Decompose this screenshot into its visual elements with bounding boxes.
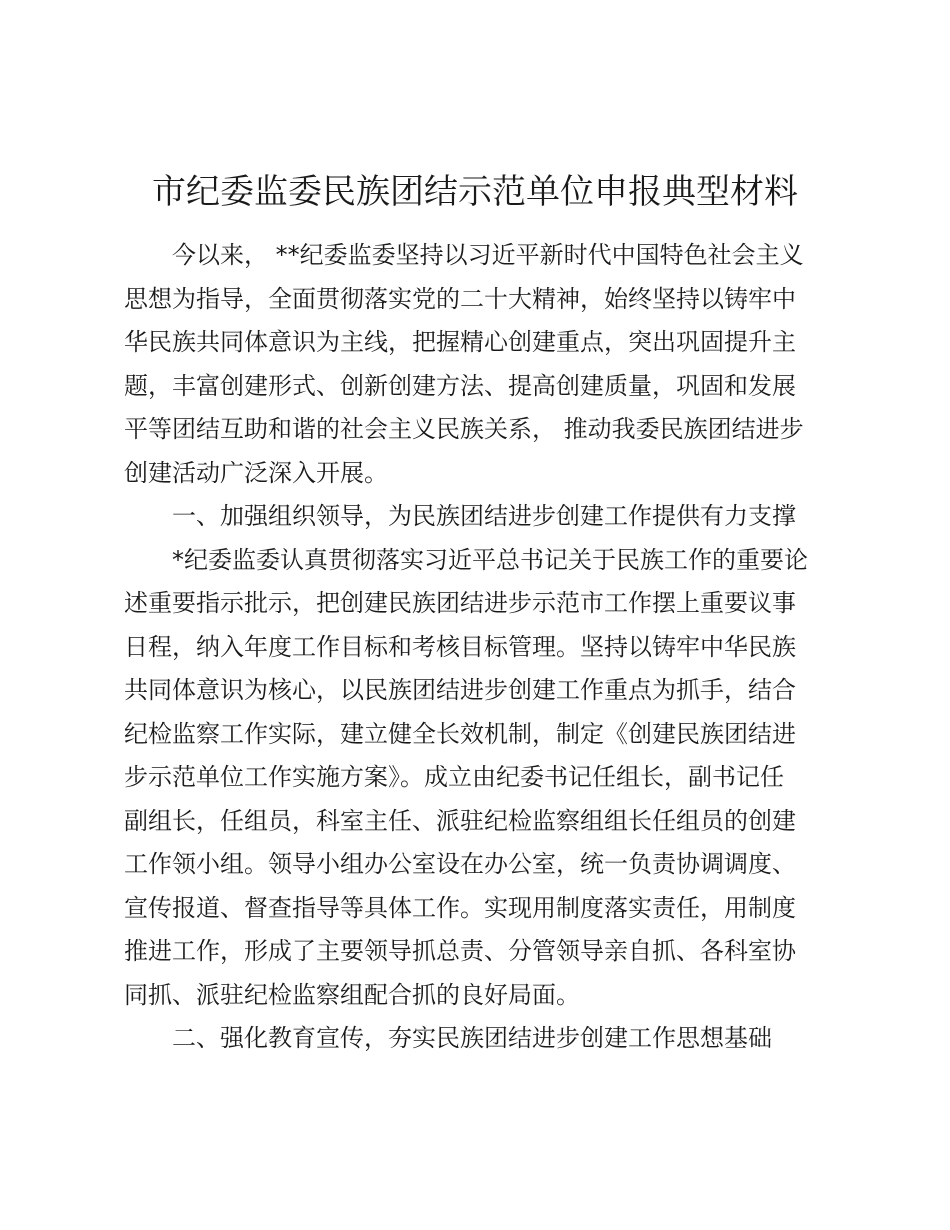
paragraph-line: 同抓、派驻纪检监察组配合抓的良好局面。 [124,980,580,1009]
paragraph-line: 副组长，任组员，科室主任、派驻纪检监察组组长任组员的创建 [124,806,796,835]
paragraph-line: 宣传报道、督查指导等具体工作。实现用制度落实责任，用制度 [124,893,796,922]
paragraph-line: 思想为指导，全面贯彻落实党的二十大精神，始终坚持以铸牢中 [124,284,796,313]
paragraph-line: 华民族共同体意识为主线，把握精心创建重点，突出巩固提升主 [124,328,796,356]
paragraph-line: 述重要指示批示，把创建民族团结进步示范市工作摆上重要议事 [124,589,796,617]
paragraph-line: *纪委监委认真贯彻落实习近平总书记关于民族工作的重要论 [172,545,808,574]
paragraph-line: 创建活动广泛深入开展。 [124,458,388,487]
paragraph-line: 日程，纳入年度工作目标和考核目标管理。坚持以铸牢中华民族 [124,632,796,661]
paragraph-line: 题，丰富创建形式、创新创建方法、提高创建质量，巩固和发展 [124,371,796,400]
paragraph-line: 平等团结互助和谐的社会主义民族关系， 推动我委民族团结进步 [124,415,804,443]
section-heading: 二、强化教育宣传，夯实民族团结进步创建工作思想基础 [172,1024,772,1052]
paragraph-line: 步示范单位工作实施方案》。成立由纪委书记任组长，副书记任 [124,763,784,791]
document-body [124,234,844,1061]
section-heading: 一、加强组织领导，为民族团结进步创建工作提供有力支撑 [172,502,796,530]
paragraph-line: 推进工作，形成了主要领导抓总责、分管领导亲自抓、各科室协 [124,937,796,965]
paragraph-line: 纪检监察工作实际，建立健全长效机制，制定《创建民族团结进 [124,719,796,748]
document-title: 市纪委监委民族团结示范单位申报典型材料 [152,172,798,212]
paragraph-line: 今以来， **纪委监委坚持以习近平新时代中国特色社会主义 [172,241,804,269]
paragraph-line: 共同体意识为核心，以民族团结进步创建工作重点为抓手，结合 [124,676,796,704]
paragraph-line: 工作领小组。领导小组办公室设在办公室，统一负责协调调度、 [124,850,796,878]
